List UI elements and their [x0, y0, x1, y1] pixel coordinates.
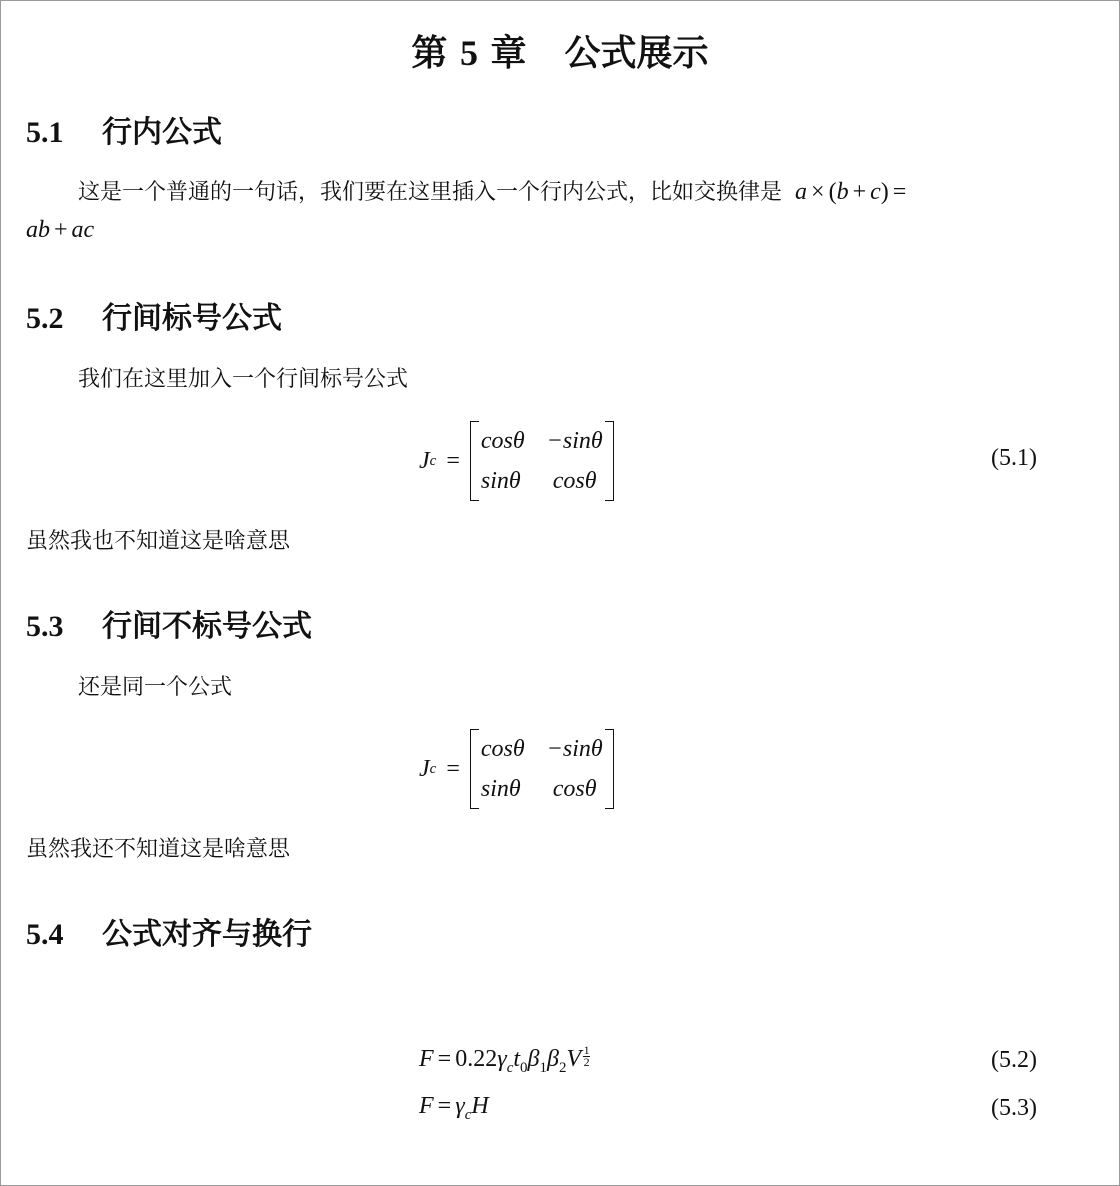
beta2-subscript: 2 [558, 1059, 567, 1076]
paragraph-intro: 还是同一个公式 [78, 675, 233, 700]
display-equation-unnumbered [419, 729, 614, 809]
section-heading-5-2 [26, 299, 282, 339]
beta-2: β [546, 1046, 559, 1072]
paragraph-after: 虽然我还不知道这是啥意思 [26, 837, 291, 862]
matrix-cell: cosθ [480, 428, 525, 454]
fraction-numerator: 1 [583, 1043, 590, 1057]
section-number: 5.3 [26, 610, 64, 643]
equals-symbol: = [437, 1093, 452, 1119]
matrix-grid [479, 423, 605, 499]
plus-symbol: + [852, 179, 867, 205]
coefficient: 0.22 [455, 1046, 498, 1072]
section-number: 5.4 [26, 918, 64, 951]
section-title: 行间不标号公式 [102, 609, 312, 644]
lhs-F: F [419, 1046, 434, 1072]
lhs-subscript: c [429, 760, 437, 777]
equals-symbol: = [892, 179, 907, 205]
paragraph-after: 虽然我也不知道这是啥意思 [26, 529, 291, 554]
inline-formula: a × (b + c) = [795, 179, 907, 205]
matrix-cell: cosθ [552, 776, 597, 802]
gamma-subscript: c [506, 1059, 514, 1076]
equals-symbol: = [437, 1046, 452, 1072]
lhs-J: J [419, 447, 430, 474]
display-equation-5-1 [419, 421, 614, 501]
var-b: b [836, 179, 849, 205]
matrix-cell: sinθ [480, 468, 521, 494]
matrix-cell: −sinθ [546, 428, 603, 454]
fraction-denominator: 2 [583, 1055, 590, 1069]
t-subscript: 0 [520, 1059, 528, 1076]
equals-symbol: = [446, 447, 460, 474]
var-a: a [795, 179, 808, 205]
chapter-prefix: 第 [411, 33, 448, 74]
matrix-cell: cosθ [552, 468, 597, 494]
var-c: c [870, 179, 881, 205]
matrix-grid [479, 731, 605, 807]
chapter-name: 公式展示 [564, 33, 709, 74]
chapter-number: 5 [459, 33, 478, 73]
var-t: t [513, 1046, 521, 1072]
equals-symbol: = [446, 755, 460, 782]
var-H: H [471, 1093, 489, 1119]
term-ab: ab [26, 217, 50, 243]
times-symbol: × [811, 179, 825, 205]
exponent-fraction [583, 1045, 590, 1068]
beta1-subscript: 1 [539, 1059, 547, 1076]
lhs-F: F [419, 1093, 434, 1119]
term-ac: ac [71, 217, 95, 243]
equation-number: (5.1) [991, 445, 1037, 471]
section-number: 5.1 [26, 116, 64, 149]
left-bracket [470, 421, 479, 501]
inline-formula-continuation [26, 217, 94, 244]
lhs-J: J [419, 755, 430, 782]
matrix-cell: cosθ [480, 736, 525, 762]
plus-symbol: + [54, 217, 68, 243]
var-V: V [566, 1046, 582, 1072]
matrix-cell: −sinθ [546, 736, 603, 762]
section-title: 行内公式 [102, 115, 222, 150]
right-bracket [605, 421, 614, 501]
gamma-subscript: c [464, 1106, 472, 1123]
equation-number: (5.2) [991, 1047, 1037, 1073]
lhs-subscript: c [429, 452, 437, 469]
paragraph-intro: 我们在这里加入一个行间标号公式 [78, 367, 409, 392]
chapter-suffix: 章 [490, 33, 527, 74]
section-title: 公式对齐与换行 [102, 917, 312, 952]
matrix-cell: sinθ [480, 776, 521, 802]
gamma: γ [497, 1046, 507, 1072]
beta-1: β [527, 1046, 540, 1072]
section-heading-5-3 [26, 607, 312, 647]
chapter-title [1, 29, 1119, 78]
section-heading-5-1 [26, 113, 222, 153]
right-bracket [605, 729, 614, 809]
display-equation-5-3 [419, 1093, 489, 1124]
section-title: 行间标号公式 [102, 301, 282, 336]
section-number: 5.2 [26, 302, 64, 335]
gamma: γ [455, 1093, 465, 1119]
left-bracket [470, 729, 479, 809]
display-equation-5-2 [419, 1045, 590, 1077]
equation-number: (5.3) [991, 1095, 1037, 1121]
section-heading-5-4 [26, 915, 312, 955]
paragraph-text: 这是一个普通的一句话，我们要在这里插入一个行内公式，比如交换律是 [78, 180, 783, 205]
paragraph-inline-formula [78, 177, 910, 208]
